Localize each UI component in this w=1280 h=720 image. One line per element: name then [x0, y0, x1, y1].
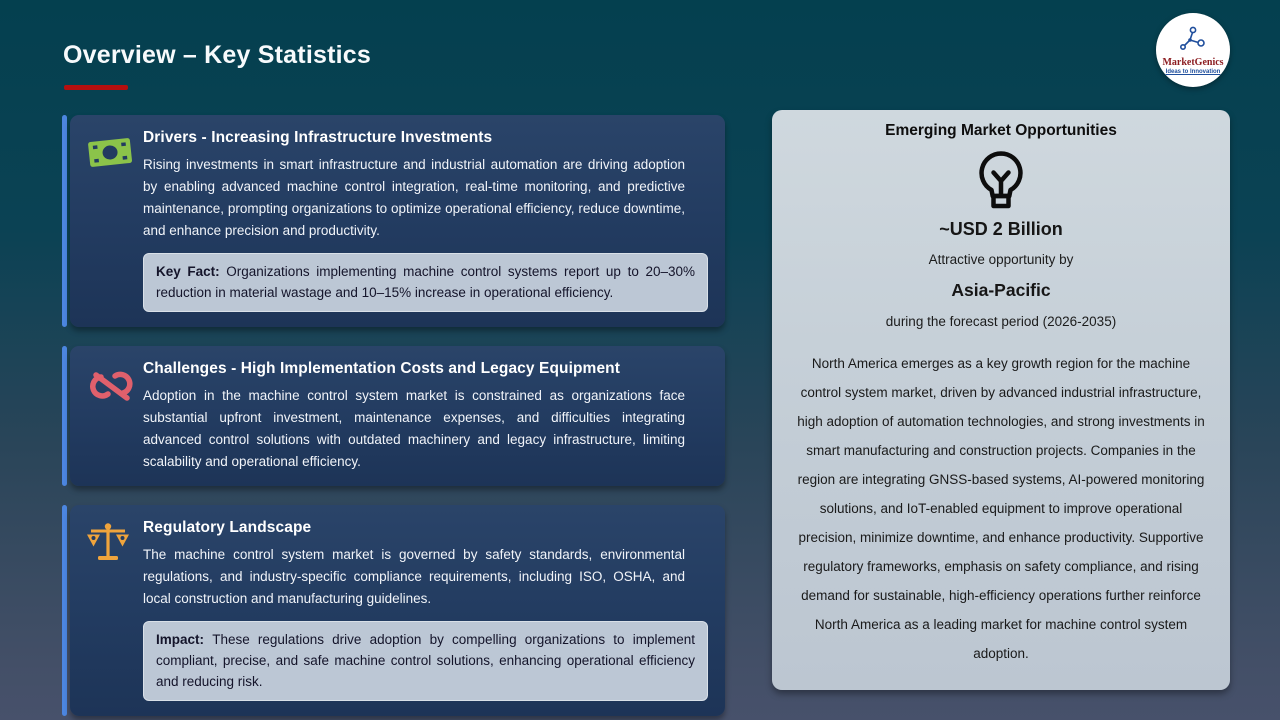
key-fact-text: Organizations implementing machine control systems report up to 20–30% reduction in material wastage and 10–15% increase in operational efficiency.	[156, 264, 695, 300]
opportunity-region: Asia-Pacific	[951, 280, 1051, 300]
card-challenges	[62, 346, 725, 486]
impact-text: These regulations drive adoption by compelling organizations to implement compliant, precise, and safe machine control solutions, enhancing operational efficiency and reducing risk.	[156, 632, 695, 689]
card-body: The machine control system market is governed by safety standards, environmental regulations, and industry-specific compliance requirements, including ISO, OSHA, and local construction and manufacturing guidelines.	[143, 547, 685, 606]
key-fact-box	[143, 253, 708, 312]
card-drivers	[62, 115, 725, 327]
marketgenics-logo	[1156, 13, 1230, 87]
card-title: Regulatory Landscape	[143, 519, 312, 536]
impact-box	[143, 621, 708, 701]
title-underline	[64, 85, 128, 90]
lightbulb-icon	[792, 149, 1210, 215]
page-title: Overview – Key Statistics	[63, 41, 371, 69]
panel-title: Emerging Market Opportunities	[885, 122, 1117, 139]
card-regulatory-body	[70, 505, 725, 716]
opportunity-panel	[772, 110, 1230, 690]
card-accent-bar	[62, 115, 67, 327]
card-challenges-body	[70, 346, 725, 486]
card-regulatory	[62, 505, 725, 716]
card-drivers-body	[70, 115, 725, 327]
money-icon	[86, 131, 134, 178]
card-accent-bar	[62, 505, 67, 716]
opportunity-period: during the forecast period (2026-2035)	[885, 314, 1117, 329]
molecule-icon	[1178, 26, 1208, 57]
opportunity-description: North America emerges as a key growth region for the machine control system market, driven by advanced industrial infrastructure, high adoption of automation technologies, and strong investments in smart manufacturing and construction projects. Companies in the region are integrating GNSS-based systems, AI-powered monitoring solutions, and IoT-enabled equipment to improve operational precision, minimize downtime, and enhance productivity. Supportive regulatory frameworks, emphasis on safety compliance, and rising demand for sustainable, high-efficiency operations further reinforce North America as a leading market for machine control system adoption.	[797, 356, 1205, 661]
logo-tagline: Ideas to Innovation	[1165, 68, 1221, 75]
opportunity-subtitle: Attractive opportunity by	[928, 252, 1074, 267]
card-title: Drivers - Increasing Infrastructure Investments	[143, 129, 493, 146]
scales-icon	[86, 521, 130, 568]
card-body: Adoption in the machine control system market is constrained as organizations face substantial upfront investment, maintenance expenses, and difficulties integrating advanced control solutions with outdated machinery and legacy infrastructure, limiting scalability and operational efficiency.	[143, 388, 685, 469]
insight-cards	[62, 115, 725, 716]
card-accent-bar	[62, 346, 67, 486]
broken-link-icon	[86, 362, 138, 415]
logo-name: MarketGenics	[1162, 56, 1224, 68]
card-title: Challenges - High Implementation Costs and Legacy Equipment	[143, 360, 620, 377]
card-body: Rising investments in smart infrastructure and industrial automation are driving adoption by enabling advanced machine control integration, real-time monitoring, and predictive maintenance, prompting organizations to optimize operational efficiency, reduce downtime, and enhance precision and productivity.	[143, 157, 685, 238]
opportunity-value: ~USD 2 Billion	[939, 219, 1063, 239]
key-fact-label: Key Fact:	[156, 264, 227, 279]
impact-label: Impact:	[156, 632, 213, 647]
